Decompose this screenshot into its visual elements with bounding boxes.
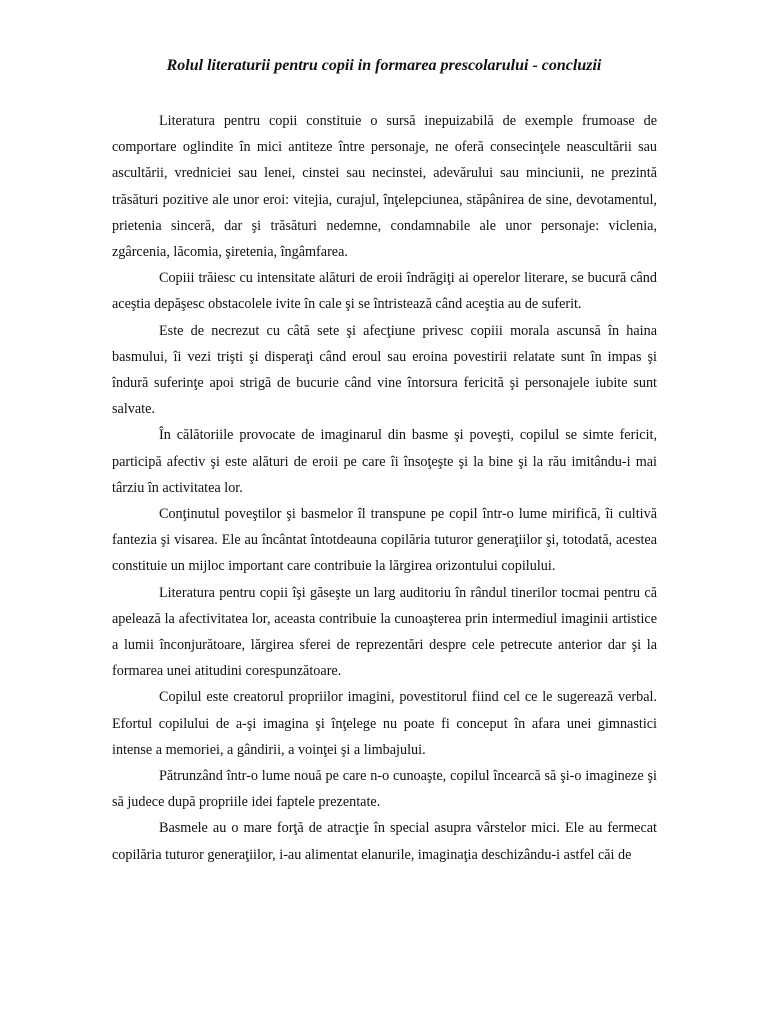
paragraph: Pătrunzând într-o lume nouă pe care n-o cunoaşte, copilul încearcă să şi-o imagineze şi să judece după propriile idei faptele prezentate. [112,768,657,811]
paragraph: Conţinutul poveştilor şi basmelor îl transpune pe copil într-o lume mirifică, îi cultivă fantezia şi visarea. Ele au încântat întotdeauna copilăria tuturor generaţiilor şi, totodată, acestea constituie un mijloc important care contribuie la lărgirea orizontului copilului. [112,506,657,575]
document-body [112,108,657,868]
paragraph: Este de necrezut cu câtă sete şi afecţiune privesc copiii morala ascunsă în haina basmului, îi vezi trişti şi disperaţi când eroul sau eroina povestirii relatate sunt în impas şi îndură suferinţe apoi strigă de bucurie când vine întorsura fericită şi personajele iubite sunt salvate. [112,322,657,418]
paragraph: Literatura pentru copii îşi găseşte un larg auditoriu în rândul tinerilor tocmai pentru că apelează la afectivitatea lor, aceasta contribuie la cunoaşterea prin intermediul imaginii artistice a lumii înconjurătoare, lărgirea sferei de reprezentări despre cele petrecute anterior dar şi la formarea unei atitudini corespunzătoare. [112,584,657,680]
paragraph-truncated: Basmele au o mare forţă de atracţie în special asupra vârstelor mici. Ele au fermecat copilăria tuturor generaţiilor, i-au alimentat elanurile, imaginaţia deschizându-i astfel căi de [112,820,657,863]
paragraph: În călătoriile provocate de imaginarul din basme şi poveşti, copilul se simte fericit, participă afectiv şi este alături de eroii pe care îi însoţeşte şi la bine şi la rău imitându-i mai târziu în activitatea lor. [112,427,657,496]
paragraph: Literatura pentru copii constituie o sursă inepuizabilă de exemple frumoase de comportare oglindite în mici antiteze între personaje, ne oferă consecinţele neascultării sau ascultării, vredniciei sau lenei, cinstei sau necinstei, adevărului sau minciunii, ne prezintă trăsături pozitive ale unor eroi: vitejia, curajul, înţelepciunea, stăpânirea de sine, devotamentul, prietenia sinceră, dar şi trăsături nedemne, condamnabile ale unor personaje: viclenia, zgârcenia, lăcomia, şiretenia, îngâmfarea. [112,113,657,261]
paragraph: Copilul este creatorul propriilor imagini, povestitorul fiind cel ce le sugerează verbal. Efortul copilului de a-şi imagina şi înţelege nu poate fi conceput în afara unei gimnastici intense a memoriei, a gândirii, a voinţei şi a limbajului. [112,689,657,758]
document-title: Rolul literaturii pentru copii in formarea prescolarului - concluzii [166,57,602,74]
paragraph: Copiii trăiesc cu intensitate alături de eroii îndrăgiţi ai operelor literare, se bucură când aceştia depăşesc obstacolele ivite în cale şi se întristează când aceştia au de suferit. [112,270,657,313]
